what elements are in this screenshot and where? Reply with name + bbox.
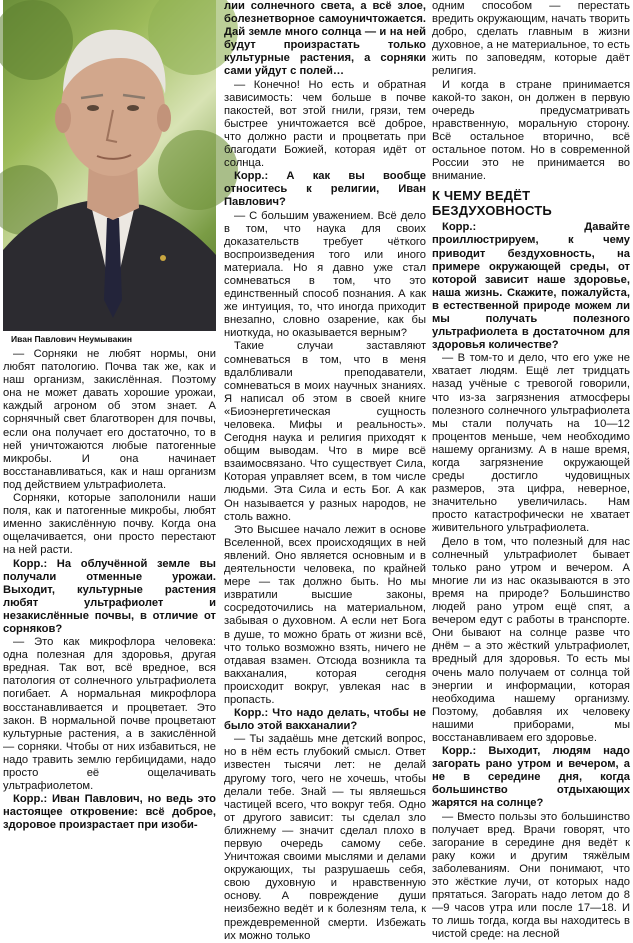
column-1 [3, 0, 216, 832]
paragraph: Это Высшее начало лежит в основе Вселенной, всех происходящих в ней явлений. Оно является основным и в деятельности человека, по крайней мере — так должно быть. Но мы извратили высшие законы, сосредоточились на материальном, забывая о духовном. А если нет Бога в душе, то можно брать от жизни всё, что только возможно взять, ничего не отдавая взамен. Отсюда возникла та вакханалия, которая сегодня происходит вокруг, увлекая нас в пропасть. [224, 523, 426, 706]
photo-caption: Иван Павлович Неумывакин [11, 334, 132, 344]
portrait-icon [3, 0, 216, 331]
paragraph: Дело в том, что полезный для нас солнечный ультрафиолет бывает только рано утром и вечером. А многие ли из нас оказываются в это время на природе? Большинство людей рано утром ещё спят, а вечером едут с работы в транспорте. Они бывают на солнце разве что днём – а это жёсткий ультрафиолет, вредный для здоровья. То есть мы очень мало получаем от солнца той энергии и информации, которая необходима нашему организму. Поэтому, добавляя их человеку нашими приборами, мы восстанавливаем его здоровье. [432, 535, 630, 744]
question-paragraph: Корр.: А как вы вообще относитесь к религии, Иван Павлович? [224, 170, 426, 209]
paragraph: — Сорняки не любят нормы, они любят патологию. Почва так же, как и наш организм, закислённая. Поэтому она не может давать хорошие урожаи, каждый агроном об этом знает. А сорнячный свет благотворен для почвы, если она получает его достаточно, то в ней уничтожаются любые патогенные микробы. И она начинает восстанавливаться, как и наш организм под действием ультрафиолета. [3, 348, 216, 491]
question-paragraph: Корр.: Что надо делать, чтобы не было этой вакханалии? [224, 707, 426, 733]
paragraph: Такие случаи заставляют сомневаться в том, что в меня вдалбливали преподаватели, сомневаться в моих научных знаниях. Я написал об этом в своей книге «Биоэнергетическая сущность человека. Мифы и реальность». Сегодня наука и религия приходят к общим выводам. Что в мире всё взаимосвязано. Что существует Сила, Которая управляет всем, в том числе людьми. Эта Сила и есть Бог. А как Он называется у разных народов, не столь важно. [224, 340, 426, 523]
question-paragraph: Корр.: Иван Павлович, но ведь это настоящее откровение: всё доброе, здоровое произрастает при изоби- [3, 793, 216, 832]
paragraph: Сорняки, которые заполонили наши поля, как и патогенные микробы, любят именно закислённую почву. Когда она ощелачивается, они просто перестают на ней расти. [3, 492, 216, 557]
paragraph: И когда в стране принимается какой-то закон, он должен в первую очередь предусматривать нравственную, моральную сторону. Всё остальное вторично, всё остальное потом. Но в современной России это не принимается во внимание. [432, 78, 630, 183]
paragraph: — Вместо пользы это большинство получает вред. Врачи говорят, что загорание в середине дня ведёт к раку кожи и другим тяжёлым заболеваниям. Они понимают, что это жёсткие лучи, от которых надо прятаться. Загорать надо летом до 8—9 часов утра или после 17—18. И то лишь тогда, когда вы находитесь в чистой среде: на лесной [432, 810, 630, 941]
paragraph: — Это как микрофлора человека: одна полезная для здоровья, другая вредная. Так вот, всё вредное, вся патология от солнечного ультрафиолета погибает. А нормальная микрофлора восстанавливается и процветает. Это закон. В нормальной почве процветают культурные растения, а в закислённой — сорняки. Чтобы от них избавиться, не надо травить землю гербицидами, надо просто её ощелачивать ультрафиолетом. [3, 636, 216, 793]
paragraph: — Ты задаёшь мне детский вопрос, но в нём есть глубокий смысл. Ответ известен тысячи лет: не делай другому того, чего не хочешь, чтобы делали тебе. Знай — ты являешься частицей всего, что вокруг тебя. Одно от другого зависит: ты сделал зло ближнему — значит сделал плохо в первую очередь самому себе. Уничтожая своими мыслями и делами окружающих, ты разрушаешь себя, свою духовную и нравственную основу. А повреждение души неизбежно ведёт и к болезням тела, к преждевременной смерти. Избежать их можно только [224, 733, 426, 942]
question-paragraph: лии солнечного света, а всё злое, болезнетворное самоуничтожается. Дай земле много солнца — и на ней будут произрастать только культурные растения, а сорняки сами уйдут с полей… [224, 0, 426, 78]
question-paragraph: Корр.: На облучённой земле вы получали отменные урожаи. Выходит, культурные растения любят ультрафиолет и незакислённые почвы, в отличие от сорняков? [3, 557, 216, 635]
portrait-photo [3, 0, 216, 331]
paragraph: — С большим уважением. Всё дело в том, что наука для своих доказательств требует чёткого воспроизведения того или иного материала. Но я давно уже стал сомневаться в том, что это единственный способ познания. А как же интуиция, то, что иногда приходит внезапно, словно озарение, как бы ниоткуда, но оказывается верным? [224, 209, 426, 340]
column-2 [224, 0, 426, 942]
paragraph: — Конечно! Но есть и обратная зависимость: чем больше в почве пакостей, вот этой гнили, грязи, тем быстрее уничтожается всё доброе, что должно расти и процветать при благодати Божией, которая идёт от солнца. [224, 78, 426, 170]
section-heading: К ЧЕМУ ВЕДЁТ БЕЗДУХОВНОСТЬ [432, 188, 552, 218]
column-3 [432, 0, 630, 941]
paragraph: одним способом — перестать вредить окружающим, начать творить добро, сделать главным в жизни духовное, а не материальное, то есть жить по заповедям, которые даёт религия. [432, 0, 630, 78]
question-paragraph: Корр.: Выходит, людям надо загорать рано утром и вечером, а не в середине дня, когда большинство отдыхающих жарятся на солнце? [432, 745, 630, 810]
paragraph: — В том-то и дело, что его уже не хватает людям. Ещё лет тридцать назад учёные с тревогой говорили, что из-за загрязнения атмосферы полезного солнечного ультрафиолета мы стали получать на 10—12 процентов меньше, чем необходимо нашему организму. А в наше время, когда загрязнение окружающей среды достигло чудовищных размеров, эта цифра, неверное, значительно увеличилась. Нам просто катастрофически не хватает живительного ультрафиолета. [432, 352, 630, 535]
column-1-text [3, 348, 216, 832]
question-paragraph: Корр.: Давайте проиллюстрируем, к чему приводит бездуховность, на примере окружающей среды, от которой зависит наше здоровье, наша жизнь. Скажите, пожалуйста, в естественной природе можем ли мы получать полезного ультрафиолета в достаточном для здоровья количестве? [432, 221, 630, 352]
